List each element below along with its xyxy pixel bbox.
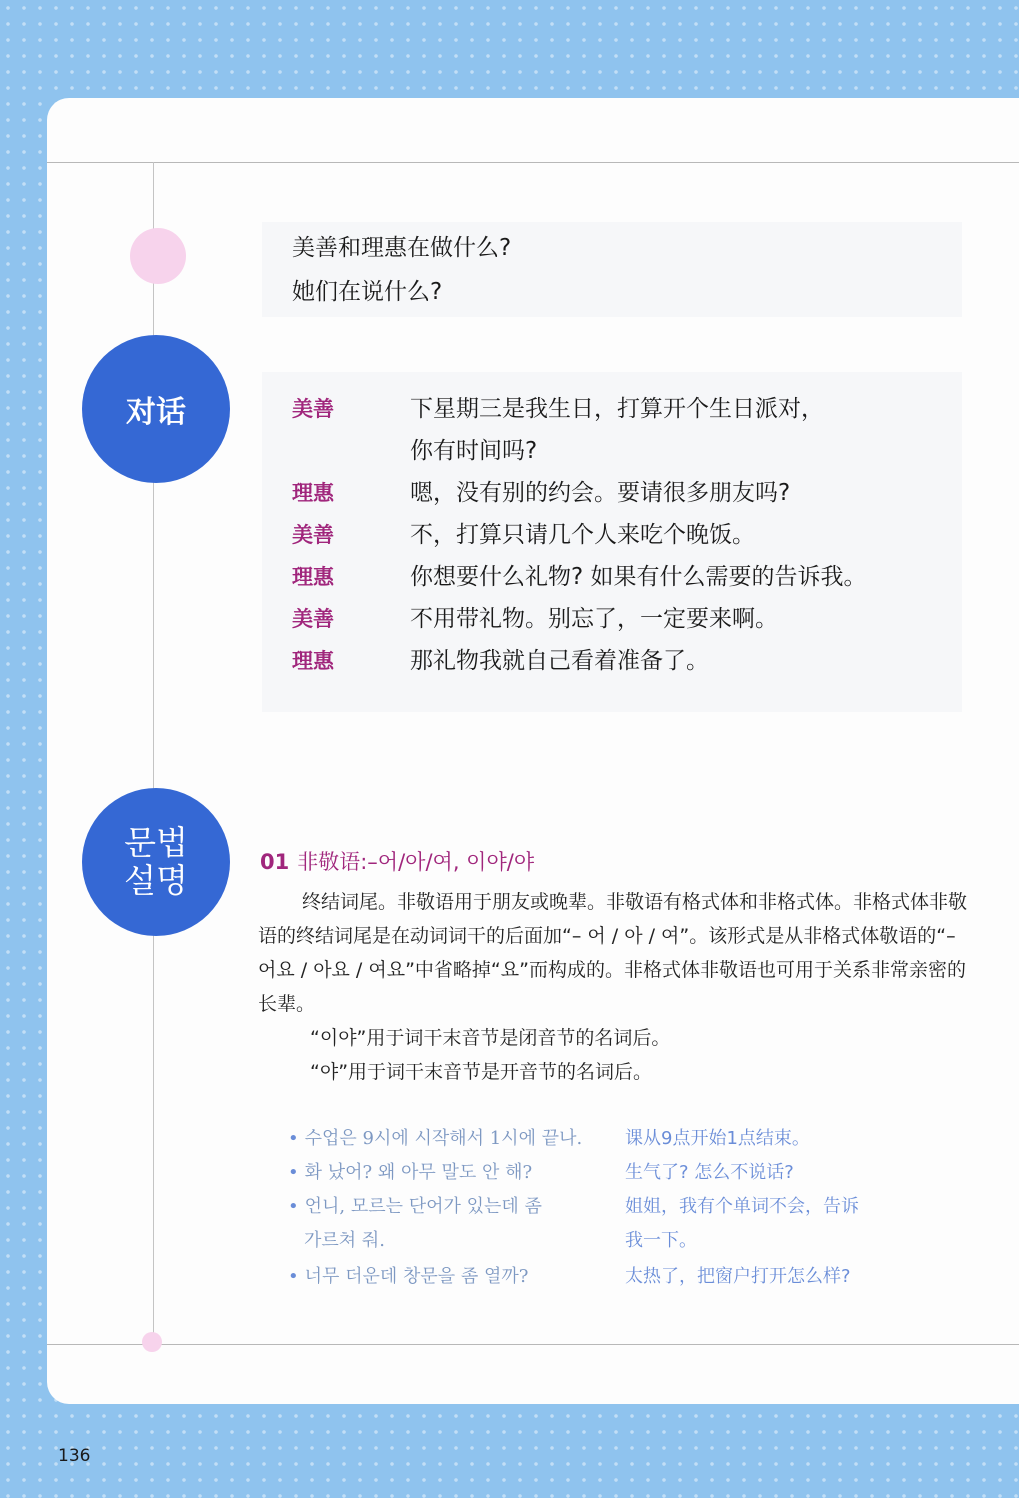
dialog-row: [292, 602, 972, 644]
example-chinese: 姐姐，我有个单词不会，告诉: [625, 1196, 859, 1217]
example-korean: • 언니, 모르는 단어가 있는데 좀: [288, 1190, 588, 1224]
example-korean: • 화 났어? 왜 아무 말도 안 해?: [288, 1156, 588, 1190]
page-number: 136: [58, 1446, 91, 1466]
grammar-badge: [82, 788, 230, 936]
pink-dot-bottom: [142, 1332, 162, 1352]
example-korean: • 너무 더운데 창문을 좀 열까?: [288, 1260, 588, 1294]
example-korean: • 수업은 9시에 시작해서 1시에 끝나.: [288, 1122, 588, 1156]
speaker: 美善: [292, 523, 334, 547]
example-chinese: 课从9点开始1点结束。: [625, 1128, 810, 1149]
intro-questions: [292, 226, 511, 314]
grammar-paragraph: 终结词尾。非敬语用于朋友或晚辈。非敬语有格式体和非格式体。非格式体非敬语的终结词尾是在动词词干的后面加“– 어 / 아 / 여”。该形式是从非格式体敬语的“– 어요 / 아요 / 여요”中省略掉“요”而构成的。非格式体非敬语也可用于关系非常亲密的长辈。: [258, 891, 968, 1015]
question-line-2: 她们在说什么?: [292, 279, 443, 305]
dialog-line: 不，打算只请几个人来吃个晚饭。: [410, 522, 755, 548]
dialog-line: 那礼物我就自己看着准备了。: [410, 648, 709, 674]
grammar-title: 非敬语:–어/아/여, 이야/야: [297, 850, 535, 874]
example-chinese: 太热了，把窗户打开怎么样?: [625, 1266, 851, 1287]
speaker: 理惠: [292, 565, 334, 589]
example-chinese: 我一下。: [625, 1230, 697, 1251]
dialog-list: [292, 392, 972, 686]
dialog-row: [292, 392, 972, 434]
grammar-badge-line-2: 설명: [124, 861, 188, 900]
grammar-number: 01: [260, 850, 290, 874]
bottom-divider: [47, 1344, 1019, 1345]
speaker: 美善: [292, 397, 334, 421]
speaker: 美善: [292, 607, 334, 631]
dialog-row: [292, 644, 972, 686]
dialog-line: 你有时间吗?: [410, 438, 538, 464]
speaker: 理惠: [292, 649, 334, 673]
grammar-explanation: [258, 885, 970, 1089]
dialog-line: 嗯，没有别的约会。要请很多朋友吗?: [410, 480, 791, 506]
dialog-row: [292, 434, 972, 476]
grammar-paragraph: “야”用于词干末音节是开音节的名词后。: [310, 1061, 653, 1083]
dialog-row: [292, 560, 972, 602]
dialog-line: 不用带礼物。别忘了，一定要来啊。: [410, 606, 778, 632]
example-chinese: 生气了? 怎么不说话?: [625, 1162, 794, 1183]
example-korean: 가르쳐 줘.: [304, 1230, 385, 1251]
question-line-1: 美善和理惠在做什么?: [292, 235, 512, 261]
grammar-heading: [260, 846, 534, 876]
grammar-badge-line-1: 문법: [124, 823, 188, 862]
top-divider: [47, 162, 1019, 163]
pink-dot-top: [130, 228, 186, 284]
dialog-badge: 对话: [82, 335, 230, 483]
dialog-line: 下星期三是我生日，打算开个生日派对，: [410, 396, 824, 422]
dialog-row: [292, 518, 972, 560]
speaker: 理惠: [292, 481, 334, 505]
dialog-row: [292, 476, 972, 518]
grammar-paragraph: “이야”用于词干末音节是闭音节的名词后。: [310, 1027, 671, 1049]
dialog-line: 你想要什么礼物? 如果有什么需要的告诉我。: [410, 564, 867, 590]
